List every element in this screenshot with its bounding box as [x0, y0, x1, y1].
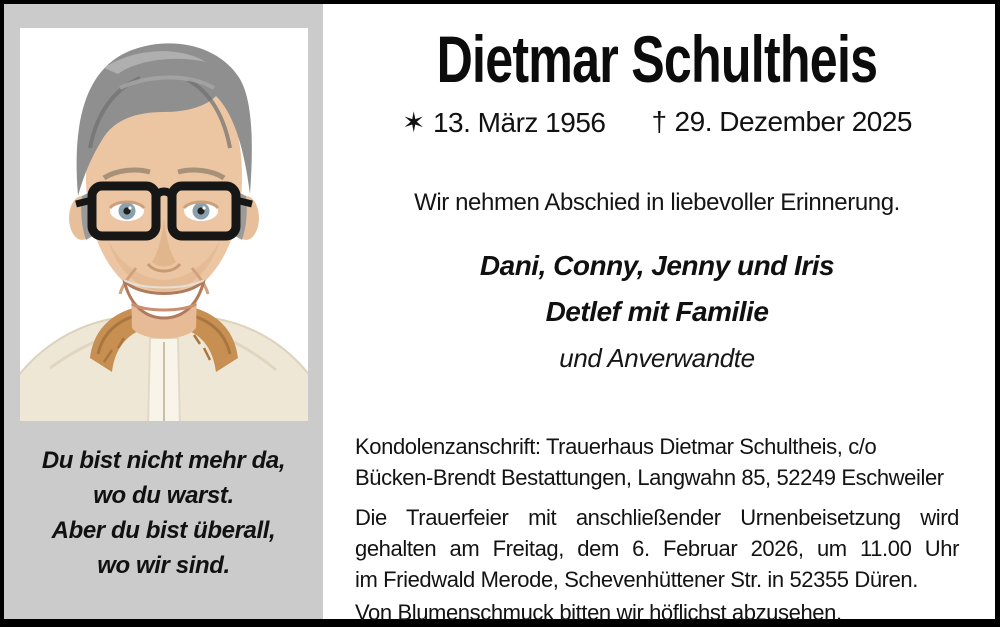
- portrait-illustration: [20, 28, 308, 421]
- quote-line: Du bist nicht mehr da,: [41, 447, 286, 474]
- died-cross-symbol: †: [651, 106, 667, 137]
- memorial-quote: [4, 443, 323, 583]
- funeral-line: gehalten am Freitag, dem 6. Februar 2026, um 11.00 Uhr: [355, 536, 959, 561]
- condolence-line: Kondolenzanschrift: Trauerhaus Dietmar Schultheis, c/o: [355, 434, 877, 459]
- photo-panel: [4, 4, 323, 619]
- quote-line: Aber du bist überall,: [51, 517, 276, 544]
- funeral-line: im Friedwald Merode, Schevenhüttener Str. in 52355 Düren.: [355, 567, 918, 592]
- born-star-symbol: ✶: [402, 107, 425, 138]
- mourner-names: Detlef mit Familie: [545, 296, 769, 327]
- death-date: † 29. Dezember 2025: [651, 106, 912, 137]
- announcement-panel: [323, 4, 995, 625]
- mourners-block: [355, 243, 959, 381]
- flowers-request-line: Von Blumenschmuck bitten wir höflichst abzusehen.: [355, 600, 842, 625]
- condolence-line: Bücken-Brendt Bestattungen, Langwahn 85, 52249 Eschweiler: [355, 465, 944, 490]
- quote-line: wo du warst.: [93, 482, 234, 509]
- birth-date: ✶ 13. März 1956: [402, 107, 606, 138]
- funeral-line: Die Trauerfeier mit anschließender Urnenbeisetzung wird: [355, 505, 959, 530]
- farewell-line: Wir nehmen Abschied in liebevoller Erinnerung.: [414, 189, 900, 216]
- condolence-address: [355, 431, 959, 493]
- relatives-line: und Anverwandte: [559, 343, 755, 373]
- portrait-photo: [20, 28, 308, 421]
- funeral-details: [355, 502, 959, 627]
- deceased-name: Dietmar Schultheis: [436, 22, 878, 96]
- quote-line: wo wir sind.: [97, 552, 230, 579]
- mourner-names: Dani, Conny, Jenny und Iris: [479, 250, 835, 281]
- life-dates: [355, 106, 959, 139]
